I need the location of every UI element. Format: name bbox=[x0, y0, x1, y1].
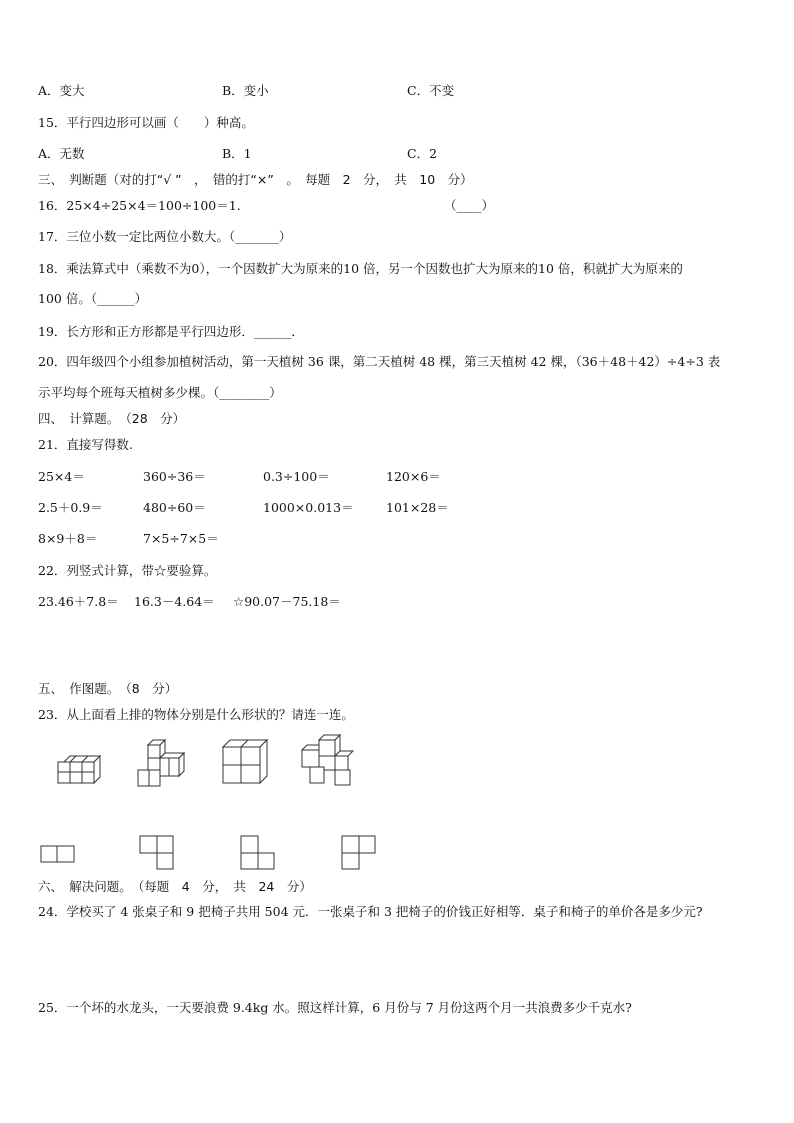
cube-object-2 bbox=[136, 738, 188, 788]
top-view-shape-2 bbox=[139, 835, 175, 871]
section-3-title: 三、 判断题（对的打“√ ” ， 错的打“×” 。 每题 2 分， 共 10 分） bbox=[38, 172, 473, 187]
q15-option-b: B．1 bbox=[222, 146, 252, 161]
q15-option-c: C．2 bbox=[407, 146, 438, 161]
q17-stem: 17．三位小数一定比两位小数大。（_______） bbox=[38, 229, 292, 244]
q22-stem: 22．列竖式计算，带☆要验算。 bbox=[38, 563, 217, 578]
q20-line-2: 示平均每个班每天植树多少棵。（________） bbox=[38, 385, 282, 400]
q21-r1-c4: 120×6＝ bbox=[386, 469, 441, 484]
q21-r2-c4: 101×28＝ bbox=[386, 500, 449, 515]
q21-stem: 21．直接写得数. bbox=[38, 437, 133, 452]
q21-r1-c3: 0.3÷100＝ bbox=[263, 469, 330, 484]
q21-r2-c2: 480÷60＝ bbox=[143, 500, 206, 515]
q23-stem: 23．从上面看上排的物体分别是什么形状的？请连一连。 bbox=[38, 707, 354, 722]
q14-option-a: A．变大 bbox=[38, 83, 85, 98]
q15-option-a: A．无数 bbox=[38, 146, 85, 161]
cube-object-1 bbox=[55, 755, 105, 785]
section-4-title: 四、 计算题。 （28 分） bbox=[38, 411, 186, 426]
q20-line-1: 20．四年级四个小组参加植树活动，第一天植树 36 课，第二天植树 48 棵，第三天植树 42 棵，（36＋48＋42）÷4÷3 表 bbox=[38, 354, 721, 369]
q15-stem: 15．平行四边形可以画（ ）种高。 bbox=[38, 115, 254, 130]
q25-stem: 25．一个坏的水龙头，一天要浪费 9.4kg 水。照这样计算，6 月份与 7 月份这两个月一共浪费多少千克水? bbox=[38, 1000, 632, 1015]
q21-r1-c2: 360÷36＝ bbox=[143, 469, 206, 484]
q22-item-2: 16.3－4.64＝ bbox=[134, 594, 215, 609]
section-6-title: 六、 解决问题。 （每题 4 分， 共 24 分） bbox=[38, 879, 312, 894]
q22-item-1: 23.46＋7.8＝ bbox=[38, 594, 119, 609]
q24-stem: 24．学校买了 4 张桌子和 9 把椅子共用 504 元．一张桌子和 3 把椅子的价钱正好相等．桌子和椅子的单价各是多少元? bbox=[38, 904, 703, 919]
q21-r2-c1: 2.5＋0.9＝ bbox=[38, 500, 103, 515]
top-view-shape-4 bbox=[341, 835, 377, 871]
q21-r3-c1: 8×9＋8＝ bbox=[38, 531, 98, 546]
q21-r2-c3: 1000×0.013＝ bbox=[263, 500, 354, 515]
q14-option-b: B．变小 bbox=[222, 83, 269, 98]
q16-answer-blank: （____） bbox=[444, 198, 495, 213]
cube-object-4 bbox=[299, 733, 355, 787]
q21-r3-c2: 7×5÷7×5＝ bbox=[143, 531, 219, 546]
top-view-shape-3 bbox=[240, 835, 276, 871]
q19-stem: 19．长方形和正方形都是平行四边形．______． bbox=[38, 324, 304, 339]
top-view-shape-1 bbox=[40, 844, 76, 864]
q21-r1-c1: 25×4＝ bbox=[38, 469, 85, 484]
q18-line-2: 100 倍。（______） bbox=[38, 291, 148, 306]
cube-object-3 bbox=[221, 739, 269, 784]
q22-item-3: ☆90.07－75.18＝ bbox=[233, 594, 341, 609]
q18-line-1: 18．乘法算式中（乘数不为0），一个因数扩大为原来的10 倍，另一个因数也扩大为原来的10 倍，积就扩大为原来的 bbox=[38, 261, 683, 276]
q14-option-c: C．不变 bbox=[407, 83, 455, 98]
section-5-title: 五、 作图题。 （8 分） bbox=[38, 681, 178, 696]
q16-stem: 16．25×4÷25×4＝100÷100＝1. bbox=[38, 198, 241, 213]
